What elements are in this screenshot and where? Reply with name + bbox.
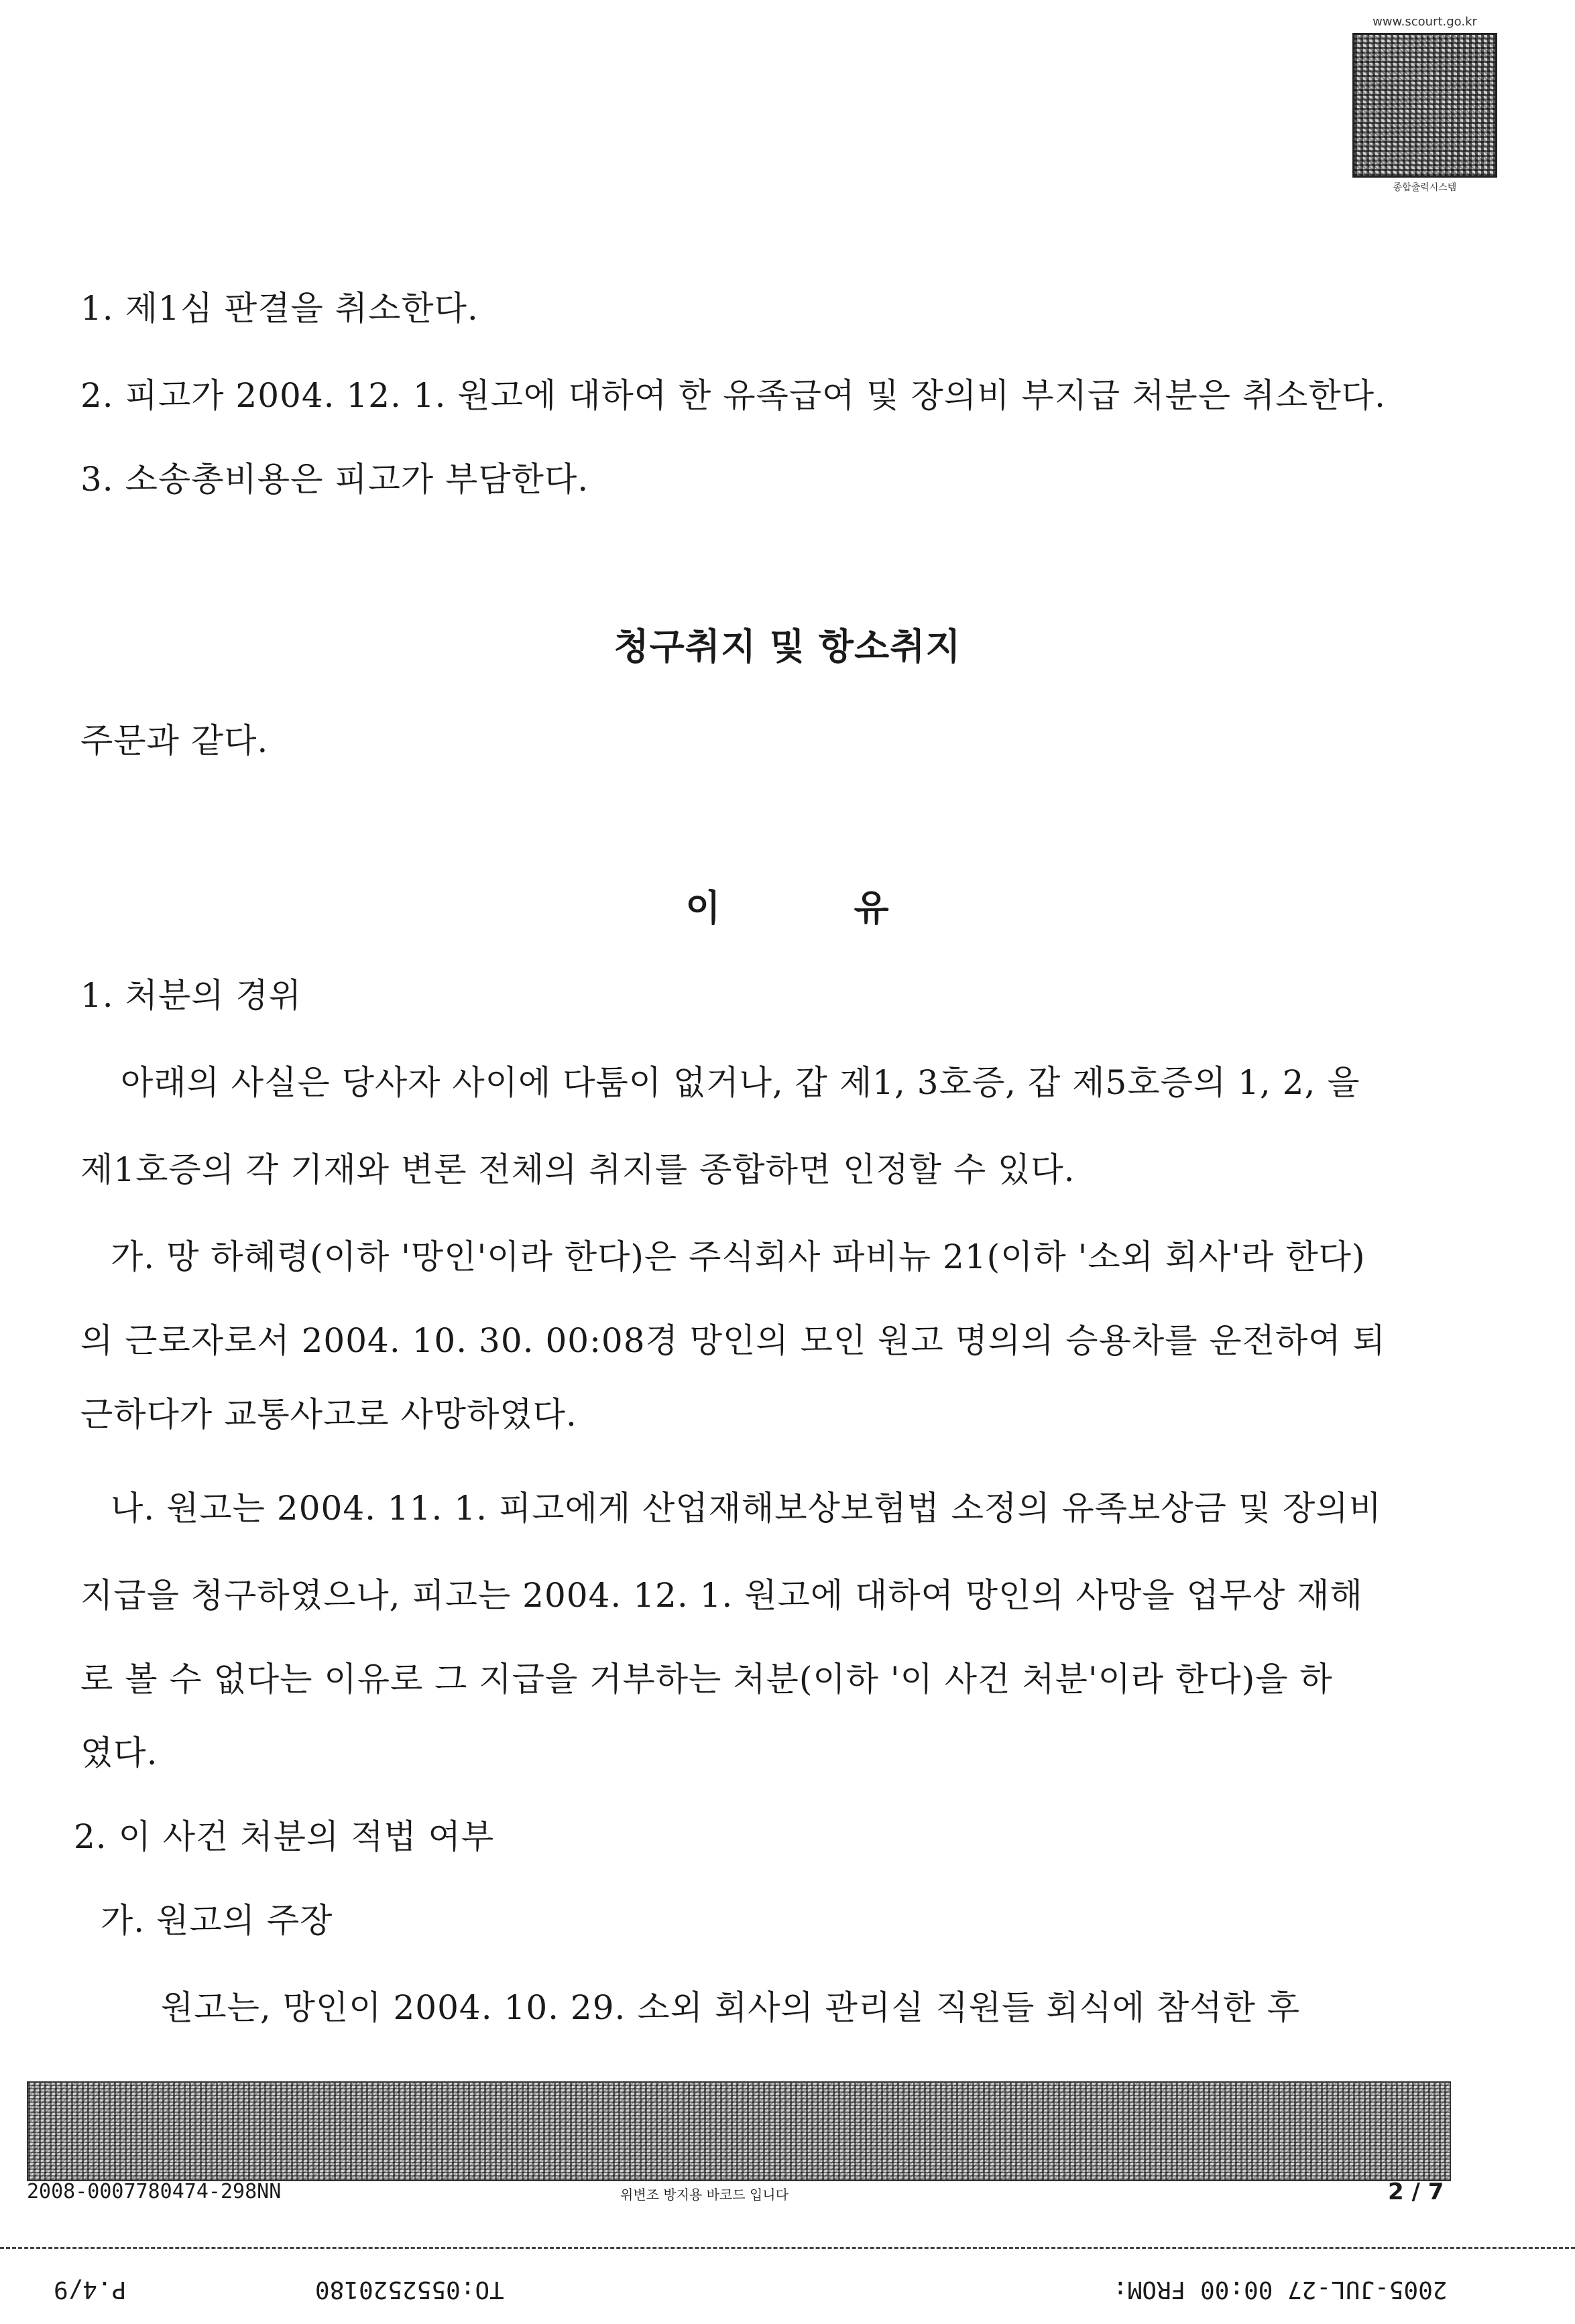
body-line: 가. 망 하혜령(이하 '망인'이라 한다)은 주식회사 파비뉴 21(이하 '소외 회사'라 한다) [111, 1237, 1366, 1276]
qr-code-icon [1352, 33, 1497, 178]
order-item-2: 2. 피고가 2004. 12. 1. 원고에 대하여 한 유족급여 및 장의비 부지급 처분은 취소한다. [80, 376, 1386, 415]
section-2-title: 2. 이 사건 처분의 적법 여부 [74, 1817, 495, 1856]
barcode-notice: 위변조 방지용 바코드 입니다 [620, 2187, 789, 2203]
qr-url: www.scourt.go.kr [1373, 15, 1477, 29]
body-line: 의 근로자로서 2004. 10. 30. 00:08경 망인의 모인 원고 명의의 승용차를 운전하여 퇴 [80, 1321, 1386, 1360]
reason-heading: 이 유 [685, 887, 890, 929]
body-line: 아래의 사실은 당사자 사이에 다툼이 없거나, 갑 제1, 3호증, 갑 제5호증의 1, 2, 을 [121, 1063, 1360, 1102]
body-line: 였다. [80, 1733, 158, 1772]
body-line: 로 볼 수 없다는 이유로 그 지급을 거부하는 처분(이하 '이 사건 처분'이라 한다)을 하 [80, 1660, 1333, 1699]
qr-verification-block [1341, 15, 1509, 196]
fax-timestamp: 2005-JUL-27 00:00 FROM: [1113, 2276, 1448, 2303]
body-line: 지급을 청구하였으나, 피고는 2004. 12. 1. 원고에 대하여 망인의 사망을 업무상 재해 [80, 1576, 1363, 1615]
fax-recipient: TO:0552520180 [315, 2276, 504, 2303]
fax-page-number: P.4/9 [54, 2276, 127, 2303]
anti-forgery-barcode-icon [27, 2081, 1451, 2181]
body-line: 근하다가 교통사고로 사망하였다. [80, 1395, 577, 1434]
subsection-title: 가. 원고의 주장 [101, 1901, 333, 1940]
claim-heading: 청구취지 및 항소취지 [614, 625, 961, 668]
body-line: 원고는, 망인이 2004. 10. 29. 소외 회사의 관리실 직원들 회식에 참석한 후 [161, 1988, 1301, 2027]
claim-text: 주문과 같다. [80, 721, 269, 760]
barcode-id: 2008-0007780474-298NN [27, 2180, 282, 2203]
order-item-1: 1. 제1심 판결을 취소한다. [80, 289, 479, 328]
section-1-title: 1. 처분의 경위 [80, 976, 302, 1015]
page-count: 2 / 7 [1388, 2179, 1444, 2205]
body-line: 제1호증의 각 기재와 변론 전체의 취지를 종합하면 인정할 수 있다. [80, 1150, 1075, 1189]
separator-line [0, 2247, 1575, 2249]
qr-caption: 종합출력시스템 [1393, 182, 1457, 193]
order-item-3: 3. 소송총비용은 피고가 부담한다. [80, 460, 589, 499]
body-line: 나. 원고는 2004. 11. 1. 피고에게 산업재해보상보험법 소정의 유족보상금 및 장의비 [111, 1489, 1382, 1528]
